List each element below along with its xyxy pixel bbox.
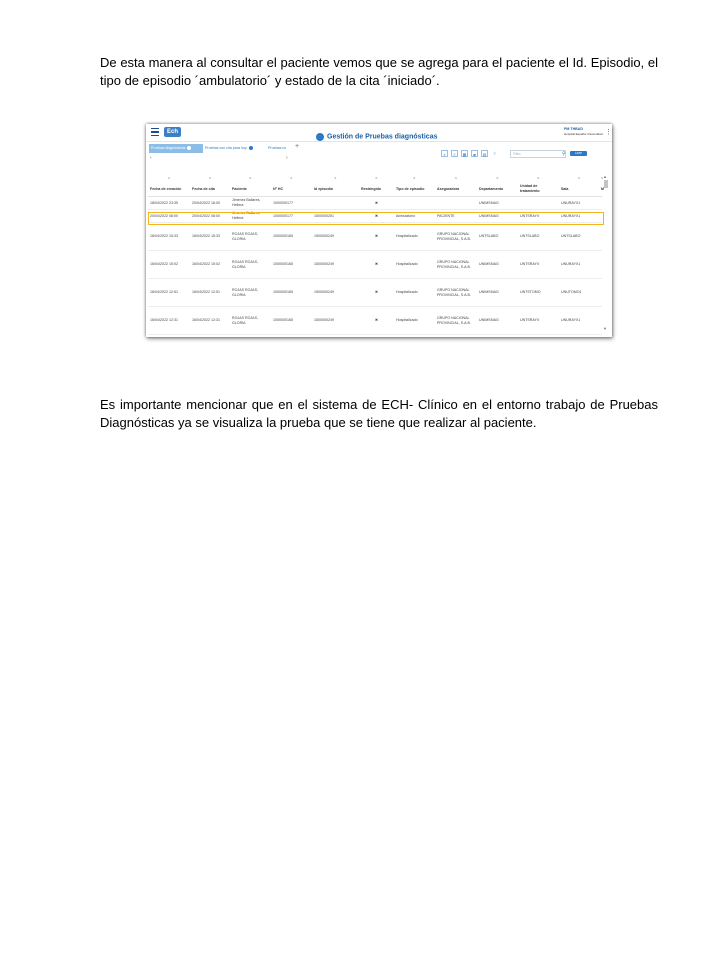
table-cell: UNURAYX1 [559,307,599,335]
app-header [146,124,612,142]
table-cell: UNTSLABO [477,223,518,251]
table-cell [599,307,602,335]
sort-icon[interactable]: ⇅ [537,176,540,180]
sort-row [148,175,602,182]
table-cell: UNTSLABO [559,223,599,251]
table-cell [599,223,602,251]
table-cell: 1000000165 [271,251,312,279]
table-cell: GRUPO NACIONAL PROVINCIAL, S.A.B. [435,223,477,251]
table-row[interactable] [148,251,602,279]
column-header[interactable]: Id episodio [312,182,359,197]
table-cell: 18/04/2022 23:35 [148,197,190,210]
table-cell: UNURAYX1 [559,197,599,210]
sort-icon[interactable]: ⇅ [454,176,458,180]
table-cell [518,197,559,210]
column-header[interactable]: Fecha de creación [148,182,190,197]
table-cell: Jimenez Ballares, Hellera [230,197,271,210]
table-cell: UNIMSMAG [477,197,518,210]
table-cell: ROJAS ROJAS, GLORIA [230,223,271,251]
table-cell: UNIMSMAG [477,251,518,279]
table-cell: UNTSRAYX [518,210,559,223]
close-tab-icon[interactable] [187,146,191,150]
table-cell: 1500000249 [312,279,359,307]
menu-icon[interactable] [151,128,159,136]
scroll-down-icon[interactable]: ▼ [603,326,607,331]
calendar-icon[interactable]: ▦ [462,152,467,157]
table-cell: GRUPO NACIONAL PROVINCIAL, S.A.B. [435,307,477,335]
zoom-icon[interactable]: ⌕ [441,150,448,157]
table-cell: 16/04/2022 12:51 [148,279,190,307]
column-header[interactable]: Aseguradora [435,182,477,197]
tab-label: Pruebas diagnósticas [151,146,186,150]
table-cell: 16/04/2022 12:31 [148,307,190,335]
column-header[interactable]: Departamento [477,182,518,197]
table-cell: GRUPO NACIONAL PROVINCIAL, S.A.B. [435,279,477,307]
column-header[interactable]: Sala [559,182,599,197]
table-cell: 1500000249 [312,307,359,335]
scrollbar-thumb[interactable] [604,180,608,188]
sort-icon[interactable]: ⇅ [375,176,378,180]
table-cell: 1000000165 [271,279,312,307]
table-cell: Hospitalizado [394,223,435,251]
folder-icon[interactable]: ▰ [472,152,477,157]
restricted-icon: ✖ [359,279,394,307]
tabs-scroll-left-icon[interactable]: ‹ [150,155,152,161]
column-header[interactable]: Fecha de cita [190,182,230,197]
clear-filter-button[interactable]: LIMP [570,151,587,156]
table-row[interactable] [148,307,602,335]
app-screenshot [146,124,612,337]
table-cell: 1000000177 [271,197,312,210]
table-cell [599,251,602,279]
tab-pruebas-cita-hoy[interactable] [203,144,267,153]
sort-icon[interactable]: ⇅ [601,176,604,180]
table-cell: 16/04/2022 15:02 [190,251,230,279]
table-cell: GRUPO NACIONAL PROVINCIAL, S.A.B. [435,251,477,279]
table-cell: UNTSLABO [518,223,559,251]
table-cell: ROJAS ROJAS, GLORIA [230,251,271,279]
table-cell: Jimenez Ballares, Hellera [230,210,271,223]
hospital-name: Hospital España Universidad [564,132,603,136]
user-circle-icon [316,133,324,141]
sort-icon[interactable]: ⇅ [334,176,337,180]
sort-icon[interactable]: ⇅ [290,176,293,180]
table-cell: 20/04/2022 16:00 [190,197,230,210]
table-cell: 16/04/2022 12:31 [190,307,230,335]
table-cell: Hospitalizado [394,307,435,335]
restricted-icon: ✖ [359,251,394,279]
conclusion-paragraph: Es importante mencionar que en el sistema de ECH- Clínico en el entorno trabajo de Pruebas Diagnósticas ya se visualiza la prueba que se tiene que realizar al paciente. [100,397,658,430]
table-cell: 1500000251 [312,210,359,223]
restricted-icon: ✖ [359,210,394,223]
help-icon[interactable]: ? [493,151,496,156]
sort-icon[interactable]: ⇅ [577,176,581,180]
tab-label: Pruebas con cita para hoy [205,146,247,150]
table-cell: UNTSRAYX [518,251,559,279]
more-options-icon[interactable]: ⋮ [605,129,612,136]
tabs-scroll-right-icon[interactable]: › [286,155,288,161]
table-cell [599,197,602,210]
table-cell: 1000000177 [271,210,312,223]
search-input[interactable] [510,150,566,158]
add-tab-button[interactable]: + [295,143,300,150]
vertical-scrollbar[interactable] [603,174,608,334]
table-cell: UNTSRAYX [518,307,559,335]
search-icon[interactable]: ⚲ [562,151,566,157]
sort-icon[interactable]: ⇅ [249,176,252,180]
table-cell: 1000000165 [271,307,312,335]
tests-table [148,175,602,335]
table-cell [312,197,359,210]
document-icon[interactable]: ▤ [482,152,487,157]
user-name: PM THBAD [564,127,583,131]
table-cell: UNIMSMAG [477,307,518,335]
table-row[interactable] [148,223,602,251]
restricted-icon: ✖ [359,307,394,335]
table-cell: 16/04/2022 15:02 [148,251,190,279]
tab-label: Pruebas co [268,146,287,150]
column-header[interactable]: Nº HC [271,182,312,197]
table-cell: Hospitalizado [394,279,435,307]
table-cell: 1500000249 [312,251,359,279]
table-cell: 16/04/2022 12:51 [190,279,230,307]
table-row[interactable] [148,197,602,210]
table-row[interactable] [148,279,602,307]
column-header[interactable]: Unidad de tratamiento [518,182,559,197]
app-title-group [316,128,438,141]
sort-icon[interactable]: ⇅ [167,176,171,180]
table-cell: UNUTOMO1 [559,279,599,307]
close-tab-icon[interactable] [249,146,253,150]
scroll-up-icon[interactable]: ▲ [603,174,607,179]
table-cell: ROJAS ROJAS, GLORIA [230,307,271,335]
table-cell [599,279,602,307]
highlighted-row-frame [148,212,604,225]
sort-icon[interactable]: ⇅ [496,176,499,180]
table-cell: UNURAYX1 [559,210,599,223]
table-cell [394,197,435,210]
table-cell: UNIMSMAG [477,210,518,223]
table-cell: UNTSTOMO [518,279,559,307]
sort-icon[interactable]: ⇅ [208,176,212,180]
column-header[interactable]: Tipo de episodio [394,182,435,197]
app-title: Gestión de Pruebas diagnósticas [327,133,438,141]
table-header-row [148,182,602,197]
app-logo: Ech [164,127,181,137]
user-info[interactable] [564,127,604,137]
intro-paragraph: De esta manera al consultar el paciente vemos que se agrega para el paciente el Id. Episodio, el tipo de episodio ´ambulatorio´ y estado de la cita ´iniciado´. [100,55,658,88]
tab-pruebas-diagnosticas[interactable] [149,144,203,153]
column-header[interactable]: Paciente [230,182,271,197]
table-cell: 1500000249 [312,223,359,251]
column-header[interactable]: M [599,182,602,197]
table-cell: Ambulatorio [394,210,435,223]
sort-icon[interactable]: ⇅ [413,176,416,180]
tab-bar [149,144,304,154]
table-cell: ROJAS ROJAS, GLORIA [230,279,271,307]
table-cell: 16/04/2022 15:33 [190,223,230,251]
table-cell: 1000000165 [271,223,312,251]
table-cell: 16/04/2022 15:33 [148,223,190,251]
table-cell: Hospitalizado [394,251,435,279]
restricted-icon: ✖ [359,197,394,210]
restricted-icon: ✖ [359,223,394,251]
column-header[interactable]: Restringido [359,182,394,197]
table-cell: PACIENTE [435,210,477,223]
search-placeholder: Filtro [513,152,521,156]
table-cell: UNIMSMAG [477,279,518,307]
table-cell: UNURAYX1 [559,251,599,279]
table-cell: 20/04/2022 08:00 [148,210,190,223]
table-cell: 20/04/2022 08:00 [190,210,230,223]
list-icon[interactable]: ≡ [451,150,458,157]
table-cell [435,197,477,210]
